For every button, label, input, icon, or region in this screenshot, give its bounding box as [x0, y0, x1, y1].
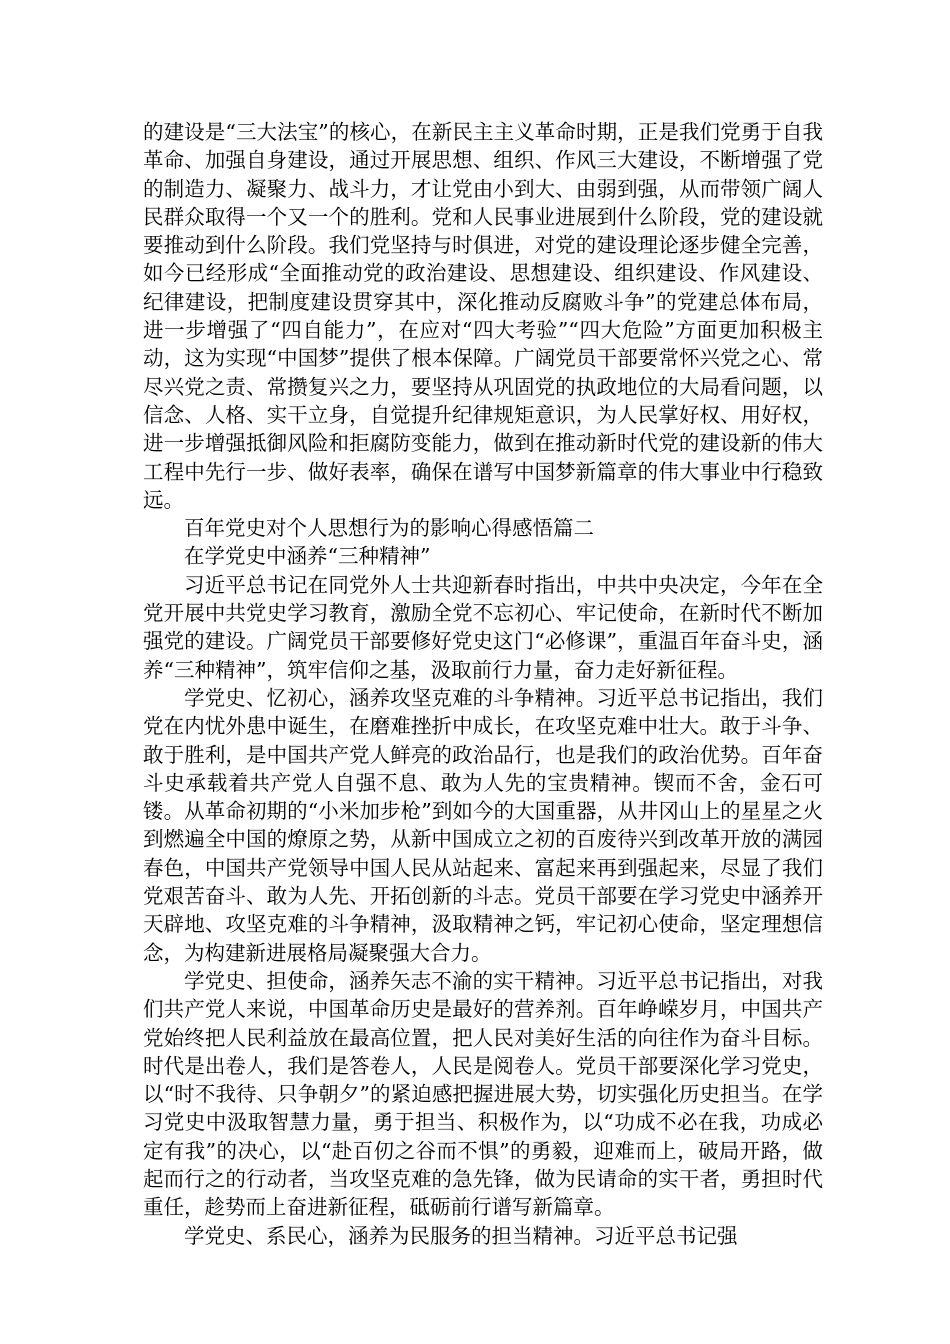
paragraph-party-building-continuation: 的建设是“三大法宝”的核心，在新民主主义革命时期，正是我们党勇于自我革命、加强自身建设，通过开展思想、组织、作风三大建设，不断增强了党的制造力、凝聚力、战斗力，才让党由小到大、由弱到强，从而带领广阔人民群众取得一个又一个的胜利。党和人民事业进展到什么阶段，党的建设就要推动到什么阶段。我们党坚持与时俱进，对党的建设理论逐步健全完善，如今已经形成“全面推动党的政治建设、思想建设、组织建设、作风建设、纪律建设，把制度建设贯穿其中，深化推动反腐败斗争”的党建总体布局，进一步增强了“四自能力”，在应对“四大考验”“四大危险”方面更加积极主动，这为实现“中国梦”提供了根本保障。广阔党员干部要常怀兴党之心、常尽兴党之责、常攒复兴之力，要坚持从巩固党的执政地位的大局看问题，以信念、人格、实干立身，自觉提升纪律规矩意识，为人民掌好权、用好权，进一步增强抵御风险和拒腐防变能力，做到在推动新时代党的建设新的伟大工程中先行一步、做好表率，确保在谱写中国梦新篇章的伟大事业中行稳致远。 [143, 120, 823, 512]
paragraph-pragmatic-spirit: 学党史、担使命，涵养矢志不渝的实干精神。习近平总书记指出，对我们共产党人来说，中国革命历史是最好的营养剂。百年峥嵘岁月，中国共产党始终把人民利益放在最高位置，把人民对美好生活的向往作为奋斗目标。时代是出卷人，我们是答卷人，人民是阅卷人。党员干部要深化学习党史，以“时不我待、只争朝夕”的紧迫感把握进展大势，切实强化历史担当。在学习党史中汲取智慧力量，勇于担当、积极作为，以“功成不必在我，功成必定有我”的决心，以“赴百仞之谷而不惧”的勇毅，迎难而上，破局开路，做起而行之的行动者，当攻坚克难的急先锋，做为民请命的实干者，勇担时代重任，趁势而上奋进新征程，砥砺前行谱写新篇章。 [143, 968, 823, 1220]
section-title: 百年党史对个人思想行为的影响心得感悟篇二 [184, 516, 594, 541]
document-body [143, 118, 823, 1250]
paragraph-struggle-spirit: 学党史、忆初心，涵养攻坚克难的斗争精神。习近平总书记指出，我们党在内忧外患中诞生，在磨难挫折中成长，在攻坚克难中壮大。敢于斗争、敢于胜利，是中国共产党人鲜亮的政治品行，也是我们的政治优势。百年奋斗史承载着共产党人自强不息、敢为人先的宝贵精神。锲而不舍，金石可镂。从革命初期的“小米加步枪”到如今的大国重器，从井冈山上的星星之火到燃遍全中国的燎原之势，从新中国成立之初的百废待兴到改革开放的满园春色，中国共产党领导中国人民从站起来、富起来再到强起来，尽显了我们党艰苦奋斗、敢为人先、开拓创新的斗志。党员干部要在学习党史中涵养开天辟地、攻坚克难的斗争精神，汲取精神之钙，牢记初心使命，坚定理想信念，为构建新进展格局凝聚强大合力。 [143, 685, 823, 965]
section-subtitle: 在学党史中涵养“三种精神” [184, 544, 431, 569]
paragraph-service-spirit: 学党史、系民心，涵养为民服务的担当精神。习近平总书记强 [184, 1223, 738, 1248]
paragraph-intro: 习近平总书记在同党外人士共迎新春时指出，中共中央决定，今年在全党开展中共党史学习教育，激励全党不忘初心、牢记使命，在新时代不断加强党的建设。广阔党员干部要修好党史这门“必修课”，重温百年奋斗史，涵养“三种精神”，筑牢信仰之基，汲取前行力量，奋力走好新征程。 [143, 572, 823, 682]
